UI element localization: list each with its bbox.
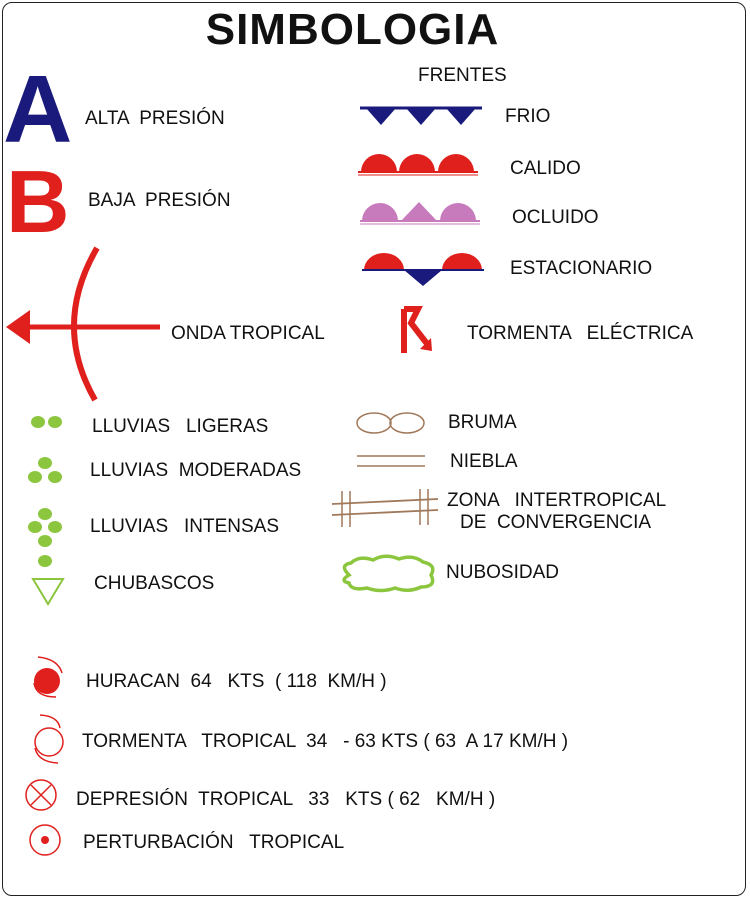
frente-frio-symbol — [360, 106, 485, 128]
tormenta-electrica-symbol — [398, 305, 438, 357]
lluvias-intensas-label: LLUVIAS INTENSAS — [90, 516, 280, 537]
tormenta-tropical-symbol — [30, 712, 70, 766]
alta-presion-label: ALTA PRESIÓN — [85, 108, 225, 129]
baja-presion-label: BAJA PRESIÓN — [88, 190, 231, 211]
zona-intertropical-label-line2: DE CONVERGENCIA — [460, 512, 652, 533]
baja-presion-symbol: B — [6, 152, 70, 251]
lluvias-moderadas-label: LLUVIAS MODERADAS — [90, 460, 302, 481]
zona-intertropical-label-line1: ZONA INTERTROPICAL — [447, 490, 667, 511]
bruma-label: BRUMA — [448, 412, 517, 433]
onda-tropical-symbol — [0, 240, 170, 420]
chubascos-symbol — [30, 576, 66, 608]
lluvias-ligeras-symbol — [28, 413, 68, 431]
frente-ocluido-label: OCLUIDO — [512, 207, 599, 228]
huracan-symbol — [28, 653, 68, 701]
frente-frio-label: FRIO — [505, 106, 551, 127]
onda-tropical-label: ONDA TROPICAL — [171, 323, 325, 344]
perturbacion-tropical-label: PERTURBACIÓN TROPICAL — [83, 832, 345, 853]
legend-title: SIMBOLOGIA — [205, 5, 500, 54]
lluvias-moderadas-symbol — [25, 455, 70, 487]
niebla-label: NIEBLA — [450, 451, 518, 472]
frente-estacionario-label: ESTACIONARIO — [510, 258, 653, 279]
perturbacion-tropical-symbol — [28, 823, 64, 859]
alta-presion-symbol: A — [3, 56, 73, 163]
tormenta-tropical-label: TORMENTA TROPICAL 34 - 63 KTS ( 63 A 17 KM/H ) — [82, 731, 569, 752]
depresion-tropical-label: DEPRESIÓN TROPICAL 33 KTS ( 62 KM/H ) — [76, 789, 496, 810]
nubosidad-label: NUBOSIDAD — [446, 562, 559, 583]
zona-intertropical-symbol — [330, 485, 442, 533]
lluvias-ligeras-label: LLUVIAS LIGERAS — [92, 416, 269, 437]
frente-ocluido-symbol — [360, 200, 485, 226]
tormenta-electrica-label: TORMENTA ELÉCTRICA — [467, 323, 694, 344]
chubascos-label: CHUBASCOS — [94, 573, 215, 594]
frentes-heading: FRENTES — [418, 65, 507, 86]
nubosidad-symbol — [337, 553, 439, 595]
depresion-tropical-symbol — [24, 778, 60, 814]
bruma-symbol — [356, 410, 428, 436]
huracan-label: HURACAN 64 KTS ( 118 KM/H ) — [86, 671, 387, 692]
legend-frame — [2, 2, 746, 896]
frente-calido-label: CALIDO — [510, 158, 581, 179]
niebla-symbol — [357, 452, 429, 470]
frente-estacionario-symbol — [362, 252, 487, 288]
lluvias-intensas-symbol — [25, 505, 70, 569]
frente-calido-symbol — [358, 152, 483, 176]
